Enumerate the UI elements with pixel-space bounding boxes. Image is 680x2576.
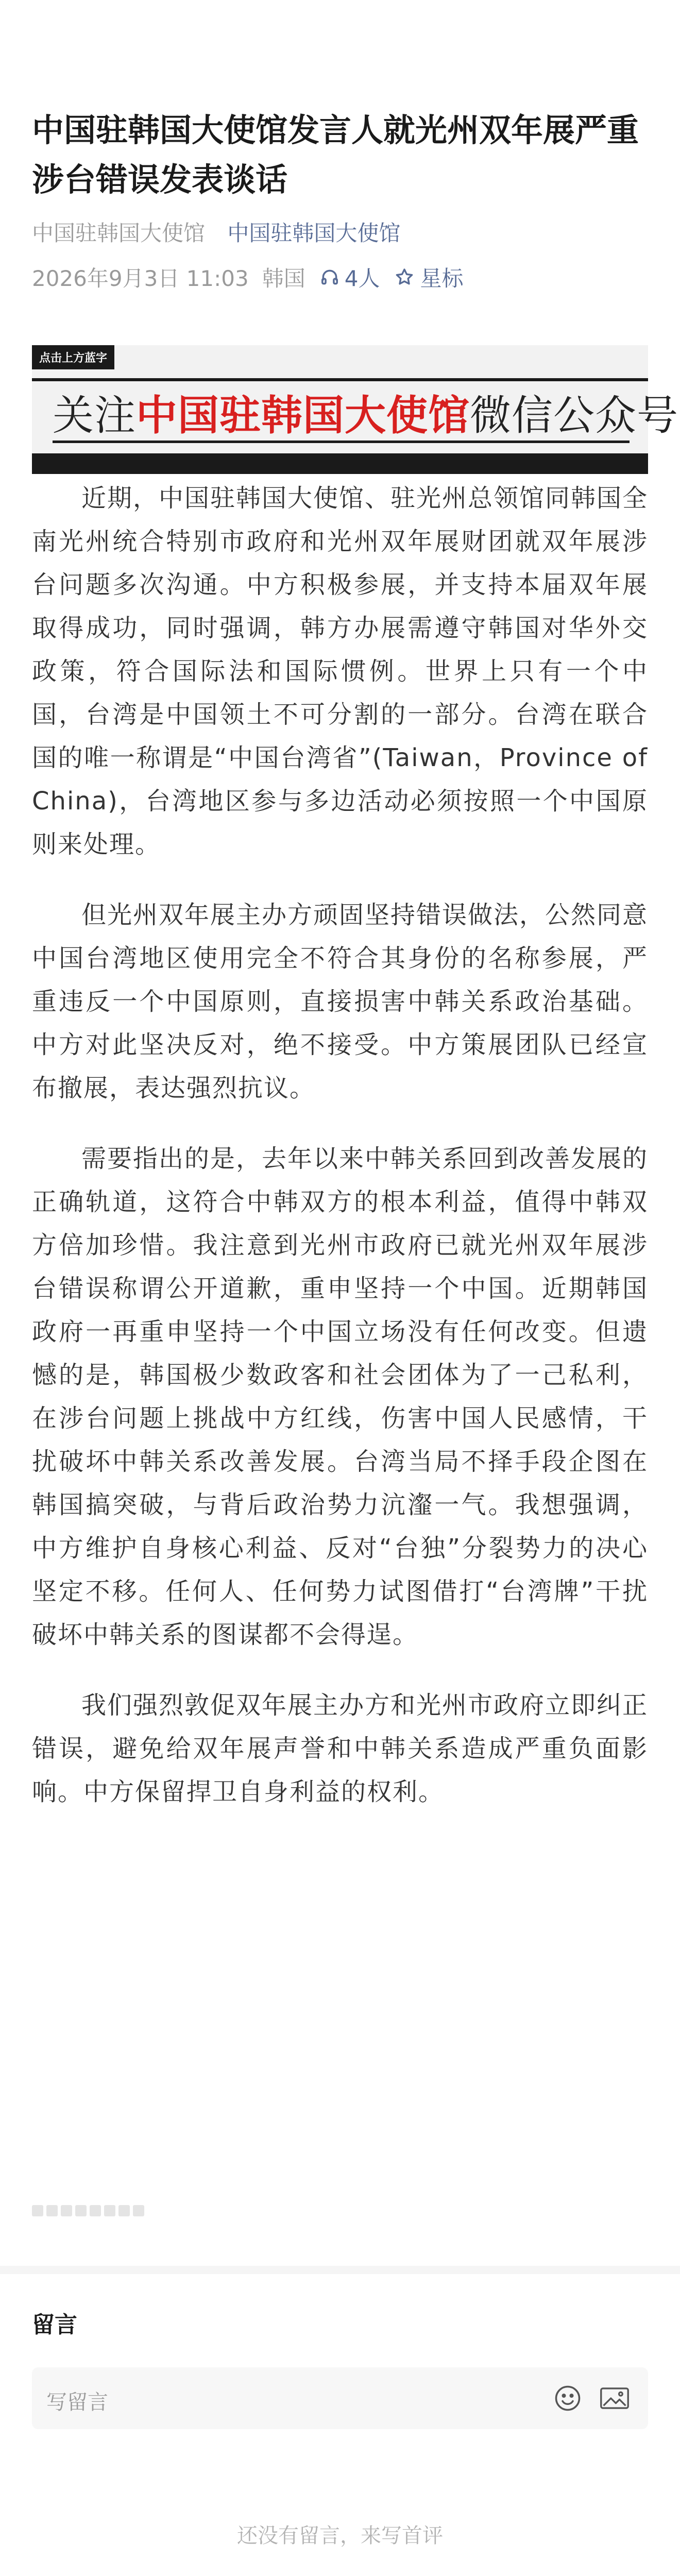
end-dot xyxy=(32,2205,43,2216)
publish-datetime: 2026年9月3日 11:03 xyxy=(32,266,249,291)
end-dot xyxy=(104,2205,115,2216)
publish-location: 韩国 xyxy=(262,266,305,291)
article-end-dots xyxy=(32,2205,144,2216)
account-link[interactable]: 中国驻韩国大使馆 xyxy=(227,221,401,246)
article-body xyxy=(32,477,648,1841)
end-dot xyxy=(61,2205,72,2216)
banner-underline xyxy=(53,440,630,443)
star-label: 星标 xyxy=(420,266,464,291)
section-divider xyxy=(0,2266,680,2274)
star-button[interactable] xyxy=(394,262,463,293)
paragraph: 但光州双年展主办方顽固坚持错误做法，公然同意中国台湾地区使用完全不符合其身份的名称参展，严重违反一个中国原则，直接损害中韩关系政治基础。中方对此坚决反对，绝不接受。中方策展团队已经宣布撤展，表达强烈抗议。 xyxy=(32,901,649,1103)
star-icon xyxy=(394,267,415,287)
end-dot xyxy=(46,2205,58,2216)
emoji-button[interactable] xyxy=(552,2383,583,2416)
image-button[interactable] xyxy=(599,2383,631,2416)
comments-empty: 还没有留言，来写首评 xyxy=(237,2524,443,2548)
comment-placeholder: 写留言 xyxy=(46,2391,108,2414)
article-meta-accounts xyxy=(32,216,400,247)
banner-highlight: 中国驻韩国大使馆 xyxy=(136,392,470,439)
article-author: 中国驻韩国大使馆 xyxy=(32,221,206,246)
end-dot xyxy=(118,2205,130,2216)
end-dot xyxy=(90,2205,101,2216)
comment-input[interactable] xyxy=(32,2367,648,2429)
listen-button[interactable] xyxy=(320,262,380,293)
emoji-icon xyxy=(552,2383,583,2414)
paragraph: 需要指出的是，去年以来中韩关系回到改善发展的正确轨道，这符合中韩双方的根本利益，值得中韩双方倍加珍惜。我注意到光州市政府已就光州双年展涉台错误称谓公开道歉，重申坚持一个中国。近期韩国政府一再重申坚持一个中国立场没有任何改变。但遗憾的是，韩国极少数政客和社会团体为了一己私利，在涉台问题上挑战中方红线，伤害中国人民感情，干扰破坏中韩关系改善发展。台湾当局不择手段企图在韩国搞突破，与背后政治势力沆瀣一气。我想强调，中方维护自身核心利益、反对“台独”分裂势力的决心坚定不移。任何人、任何势力试图借打“台湾牌”干扰破坏中韩关系的图谋都不会得逞。 xyxy=(32,1144,649,1649)
banner-bottom-bar xyxy=(32,453,648,474)
paragraph: 我们强烈敦促双年展主办方和光州市政府立即纠正错误，避免给双年展声誉和中韩关系造成严重负面影响。中方保留捍卫自身利益的权利。 xyxy=(32,1691,649,1806)
banner-prefix: 关注 xyxy=(53,392,136,439)
headphones-icon xyxy=(320,267,339,287)
end-dot xyxy=(133,2205,144,2216)
banner-suffix: 微信公众号 xyxy=(470,392,678,439)
follow-banner xyxy=(32,345,678,474)
banner-tag: 点击上方蓝字 xyxy=(32,345,114,369)
end-dot xyxy=(75,2205,87,2216)
listen-count: 4人 xyxy=(344,266,380,291)
paragraph: 近期，中国驻韩国大使馆、驻光州总领馆同韩国全南光州统合特别市政府和光州双年展财团就双年展涉台问题多次沟通。中方积极参展，并支持本届双年展取得成功，同时强调，韩方办展需遵守韩国对华外交政策，符合国际法和国际惯例。世界上只有一个中国，台湾是中国领土不可分割的一部分。台湾在联合国的唯一称谓是“中国台湾省”(Taiwan，Province of China)，台湾地区参与多边活动必须按照一个中国原则来处理。 xyxy=(32,484,649,859)
article-title: 中国驻韩国大使馆发言人就光州双年展严重涉台错误发表谈话 xyxy=(32,111,639,198)
banner-top-line xyxy=(32,378,648,381)
article-meta-info xyxy=(32,262,463,293)
banner-text xyxy=(53,382,678,442)
comments-title: 留言 xyxy=(32,2312,77,2338)
image-icon xyxy=(599,2383,631,2414)
